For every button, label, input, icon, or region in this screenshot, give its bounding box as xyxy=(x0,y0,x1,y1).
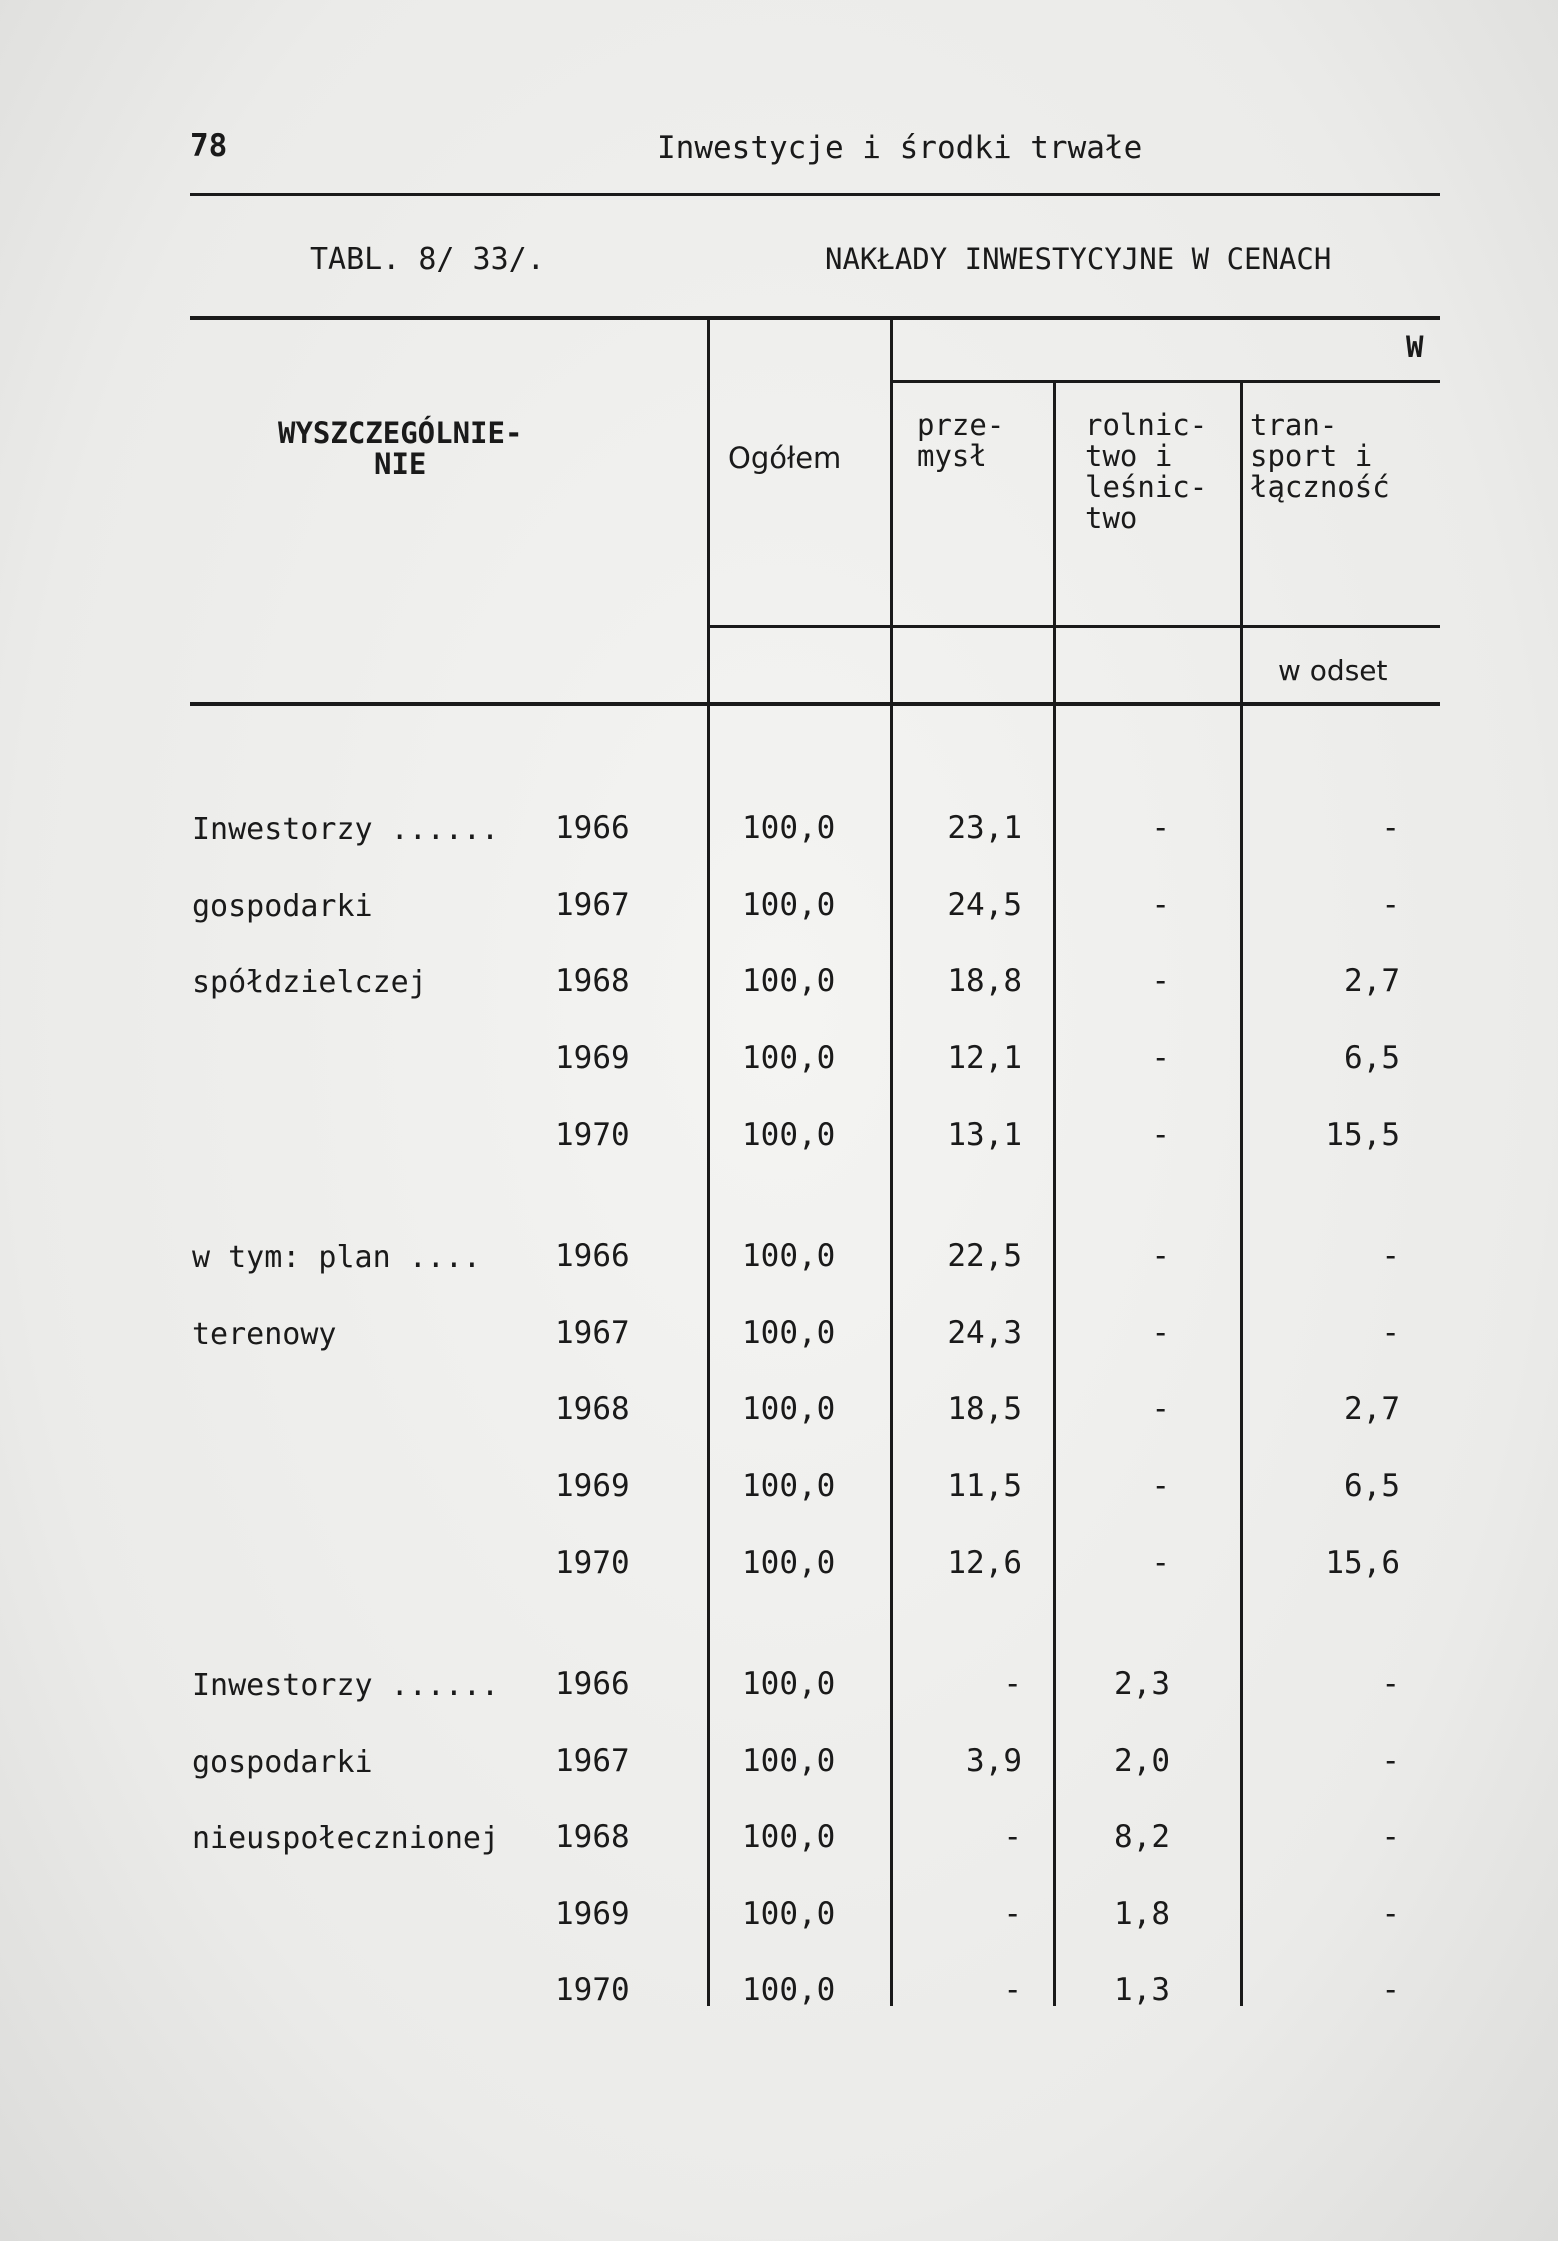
cell-total: 100,0 xyxy=(742,1391,836,1427)
cell-transport: 2,7 xyxy=(1344,1391,1400,1427)
cell-industry: - xyxy=(1003,1666,1022,1702)
header-bottom-rule xyxy=(190,702,1440,706)
row-label: w tym: plan .... xyxy=(192,1240,481,1275)
row-label: terenowy xyxy=(192,1317,337,1352)
cell-agriculture: 2,0 xyxy=(1114,1743,1170,1779)
table-top-rule xyxy=(190,316,1440,320)
cell-transport: 15,5 xyxy=(1325,1117,1400,1153)
stub-heading: WYSZCZEGÓLNIE- NIE xyxy=(278,416,523,481)
cell-total: 100,0 xyxy=(742,1972,836,2008)
col-divider-total xyxy=(707,318,710,2006)
cell-total: 100,0 xyxy=(742,1117,836,1153)
cell-industry: - xyxy=(1003,1819,1022,1855)
total-heading: Ogółem xyxy=(728,441,842,475)
row-year: 1968 xyxy=(555,963,630,999)
cell-transport: - xyxy=(1381,1972,1400,2008)
row-year: 1970 xyxy=(555,1117,630,1153)
row-label: Inwestorzy ...... xyxy=(192,812,500,847)
cell-total: 100,0 xyxy=(742,1666,836,1702)
cell-industry: 24,3 xyxy=(947,1315,1022,1351)
cell-agriculture: - xyxy=(1151,887,1170,923)
cell-transport: 2,7 xyxy=(1344,963,1400,999)
row-year: 1966 xyxy=(555,1238,630,1274)
cell-total: 100,0 xyxy=(742,963,836,999)
cell-transport: - xyxy=(1381,1315,1400,1351)
row-year: 1970 xyxy=(555,1545,630,1581)
row-year: 1967 xyxy=(555,887,630,923)
col-divider-industry xyxy=(890,318,893,2006)
cell-industry: 12,6 xyxy=(947,1545,1022,1581)
cell-transport: - xyxy=(1381,887,1400,923)
cell-agriculture: 1,3 xyxy=(1114,1972,1170,2008)
cell-transport: - xyxy=(1381,1743,1400,1779)
row-label: gospodarki xyxy=(192,889,373,924)
col-divider-agriculture xyxy=(1053,380,1056,2006)
cell-transport: - xyxy=(1381,1819,1400,1855)
cell-industry: 23,1 xyxy=(947,810,1022,846)
cell-total: 100,0 xyxy=(742,1238,836,1274)
cell-total: 100,0 xyxy=(742,1896,836,1932)
cell-total: 100,0 xyxy=(742,1819,836,1855)
cell-agriculture: 1,8 xyxy=(1114,1896,1170,1932)
cell-transport: - xyxy=(1381,1896,1400,1932)
cell-transport: - xyxy=(1381,1666,1400,1702)
running-title: Inwestycje i środki trwałe xyxy=(657,130,1143,166)
header-rule xyxy=(190,193,1440,196)
col-divider-transport xyxy=(1240,380,1243,2006)
cell-total: 100,0 xyxy=(742,810,836,846)
cell-agriculture: - xyxy=(1151,1468,1170,1504)
cell-total: 100,0 xyxy=(742,1743,836,1779)
row-label: nieuspołecznionej xyxy=(192,1821,500,1856)
row-year: 1969 xyxy=(555,1468,630,1504)
table-label: TABL. 8/ 33/. xyxy=(310,242,545,277)
row-label: Inwestorzy ...... xyxy=(192,1668,500,1703)
cell-transport: 15,6 xyxy=(1325,1545,1400,1581)
cell-agriculture: 2,3 xyxy=(1114,1666,1170,1702)
cell-agriculture: - xyxy=(1151,1117,1170,1153)
cell-transport: - xyxy=(1381,1238,1400,1274)
row-year: 1968 xyxy=(555,1391,630,1427)
table-title: NAKŁADY INWESTYCYJNE W CENACH xyxy=(825,242,1332,276)
cell-agriculture: - xyxy=(1151,1315,1170,1351)
cell-total: 100,0 xyxy=(742,1545,836,1581)
row-year: 1970 xyxy=(555,1972,630,2008)
row-year: 1969 xyxy=(555,1040,630,1076)
cell-agriculture: - xyxy=(1151,963,1170,999)
cell-industry: 13,1 xyxy=(947,1117,1022,1153)
cell-industry: 3,9 xyxy=(966,1743,1022,1779)
row-year: 1969 xyxy=(555,1896,630,1932)
agriculture-heading: rolnic- two i leśnic- two xyxy=(1085,408,1208,535)
cell-industry: - xyxy=(1003,1896,1022,1932)
cell-industry: 18,8 xyxy=(947,963,1022,999)
cell-total: 100,0 xyxy=(742,1040,836,1076)
row-year: 1966 xyxy=(555,1666,630,1702)
subgroup-rule xyxy=(890,380,1440,383)
row-label: gospodarki xyxy=(192,1745,373,1780)
industry-heading: prze- mysł xyxy=(917,408,1005,473)
cell-transport: 6,5 xyxy=(1344,1040,1400,1076)
row-label: spółdzielczej xyxy=(192,965,427,1000)
cell-industry: 11,5 xyxy=(947,1468,1022,1504)
cell-industry: 12,1 xyxy=(947,1040,1022,1076)
row-year: 1967 xyxy=(555,1315,630,1351)
row-year: 1968 xyxy=(555,1819,630,1855)
cell-industry: 18,5 xyxy=(947,1391,1022,1427)
page-number: 78 xyxy=(190,128,228,164)
cell-agriculture: 8,2 xyxy=(1114,1819,1170,1855)
cell-agriculture: - xyxy=(1151,1545,1170,1581)
cell-industry: 22,5 xyxy=(947,1238,1022,1274)
cell-transport: 6,5 xyxy=(1344,1468,1400,1504)
group-marker: W xyxy=(1406,330,1424,364)
cell-industry: 24,5 xyxy=(947,887,1022,923)
cell-agriculture: - xyxy=(1151,1238,1170,1274)
transport-heading: tran- sport i łączność xyxy=(1250,408,1390,504)
cell-total: 100,0 xyxy=(742,1468,836,1504)
cell-agriculture: - xyxy=(1151,1391,1170,1427)
cell-agriculture: - xyxy=(1151,1040,1170,1076)
unit-note: w odset xyxy=(1278,654,1388,687)
cell-total: 100,0 xyxy=(742,1315,836,1351)
cell-transport: - xyxy=(1381,810,1400,846)
row-year: 1967 xyxy=(555,1743,630,1779)
row-year: 1966 xyxy=(555,810,630,846)
cell-total: 100,0 xyxy=(742,887,836,923)
unit-rule xyxy=(707,625,1440,628)
cell-agriculture: - xyxy=(1151,810,1170,846)
cell-industry: - xyxy=(1003,1972,1022,2008)
